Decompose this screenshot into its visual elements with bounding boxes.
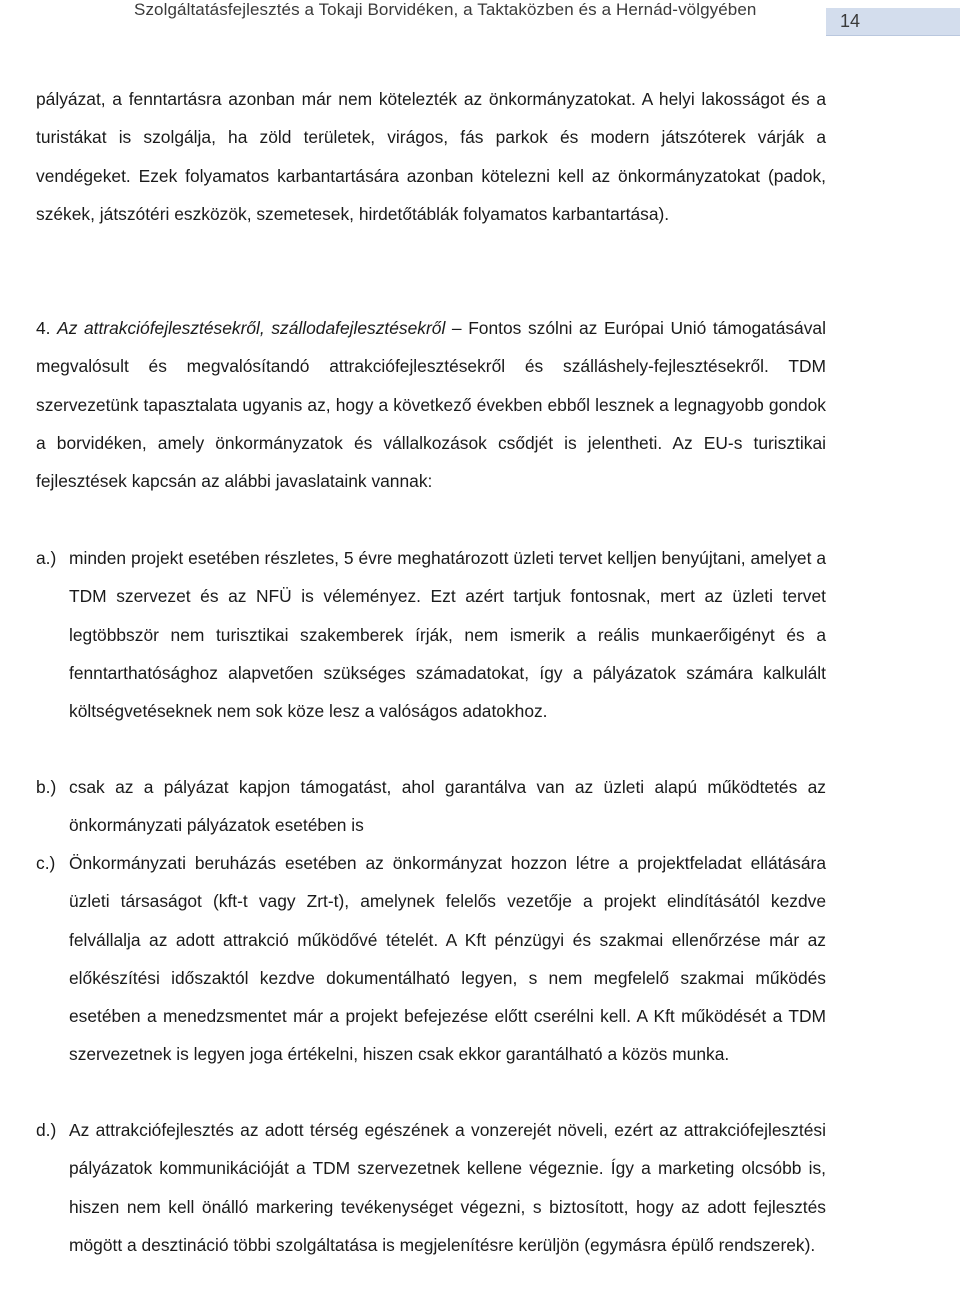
page-number: 14: [840, 11, 861, 31]
list-marker: b.): [36, 777, 57, 797]
list-item-text: csak az a pályázat kapjon támogatást, ahol garantálva van az üzleti alapú működtetés az önkormányzati pályázatok esetében is: [69, 777, 826, 836]
list-item-text: Az attrakciófejlesztés az adott térség egészének a vonzerejét növeli, ezért az attrakciófejlesztési pályázatok kommunikációját a TDM szervezetnek kellene végeznie. Így a marketing olcsóbb is, hiszen nem kell önálló markering tevékenységet végezni, s biztosított, hogy az adott fejlesztés mögött a desztináció többi szolgáltatása is megjelenítésre kerüljön (egymásra épülő rendszerek).: [69, 1120, 826, 1255]
section-dash: –: [451, 318, 462, 338]
page-header: [0, 0, 960, 40]
section-heading: Az attrakciófejlesztésekről, szállodafejlesztésekről: [57, 318, 446, 338]
section-number: 4.: [36, 318, 51, 338]
page-number-badge: [826, 8, 960, 36]
list-marker: d.): [36, 1120, 57, 1140]
section-4-paragraph: [36, 309, 826, 500]
header-title: Szolgáltatásfejlesztés a Tokaji Borvidéken, a Taktaközben és a Hernád-völgyében: [134, 0, 757, 19]
list-item-text: minden projekt esetében részletes, 5 évre meghatározott üzleti tervet kelljen benyújtani, amelyet a TDM szervezet és az NFÜ is véleményez. Ezt azért tartjuk fontosnak, mert az üzleti tervet legtöbbször nem turisztikai szakemberek írják, nem ismerik a reális munkaerőigényt és a fenntarthatósághoz alapvetően szükséges számadatokat, így a pályázatok számára kalkulált költségvetéseknek nem sok köze lesz a valóságos adatokhoz.: [69, 548, 826, 722]
section-body: Fontos szólni az Európai Unió támogatásával megvalósult és megvalósítandó attrakciófejlesztésekről és szálláshely-fejlesztésekről. TDM szervezetünk tapasztalata ugyanis az, hogy a következő években ebből lesznek a legnagyobb gondok a borvidéken, amely önkormányzatok és vállalkozások csődjét is jelentheti. Az EU-s turisztikai fejlesztések kapcsán az alábbi javaslataink vannak:: [36, 318, 826, 492]
list-marker: c.): [36, 853, 56, 873]
list-item-text: Önkormányzati beruházás esetében az önkormányzat hozzon létre a projektfeladat ellátására üzleti társaságot (kft-t vagy Zrt-t), amelynek felelős vezetője a projekt elindításától kezdve felvállalja az adott attrakció működővé tételét. A Kft pénzügyi és szakmai ellenőrzése már az előkészítési időszaktól kezdve dokumentálható legyen, s nem megfelelő szakmai működés esetében a menedzsmentet már a projekt befejezése előtt cserélni kell. A Kft működését a TDM szervezetnek is legyen joga értékelni, hiszen csak ekkor garantálható a közös munka.: [69, 853, 826, 1065]
list-marker: a.): [36, 548, 57, 568]
paragraph-1: pályázat, a fenntartásra azonban már nem kötelezték az önkormányzatokat. A helyi lakosságot és a turistákat is szolgálja, ha zöld területek, virágos, fás parkok és modern játszóterek várják a vendégeket. Ezek folyamatos karbantartására azonban kötelezni kell az önkormányzatokat (padok, székek, játszótéri eszközök, szemetesek, hirdetőtáblák folyamatos karbantartása).: [36, 89, 826, 224]
